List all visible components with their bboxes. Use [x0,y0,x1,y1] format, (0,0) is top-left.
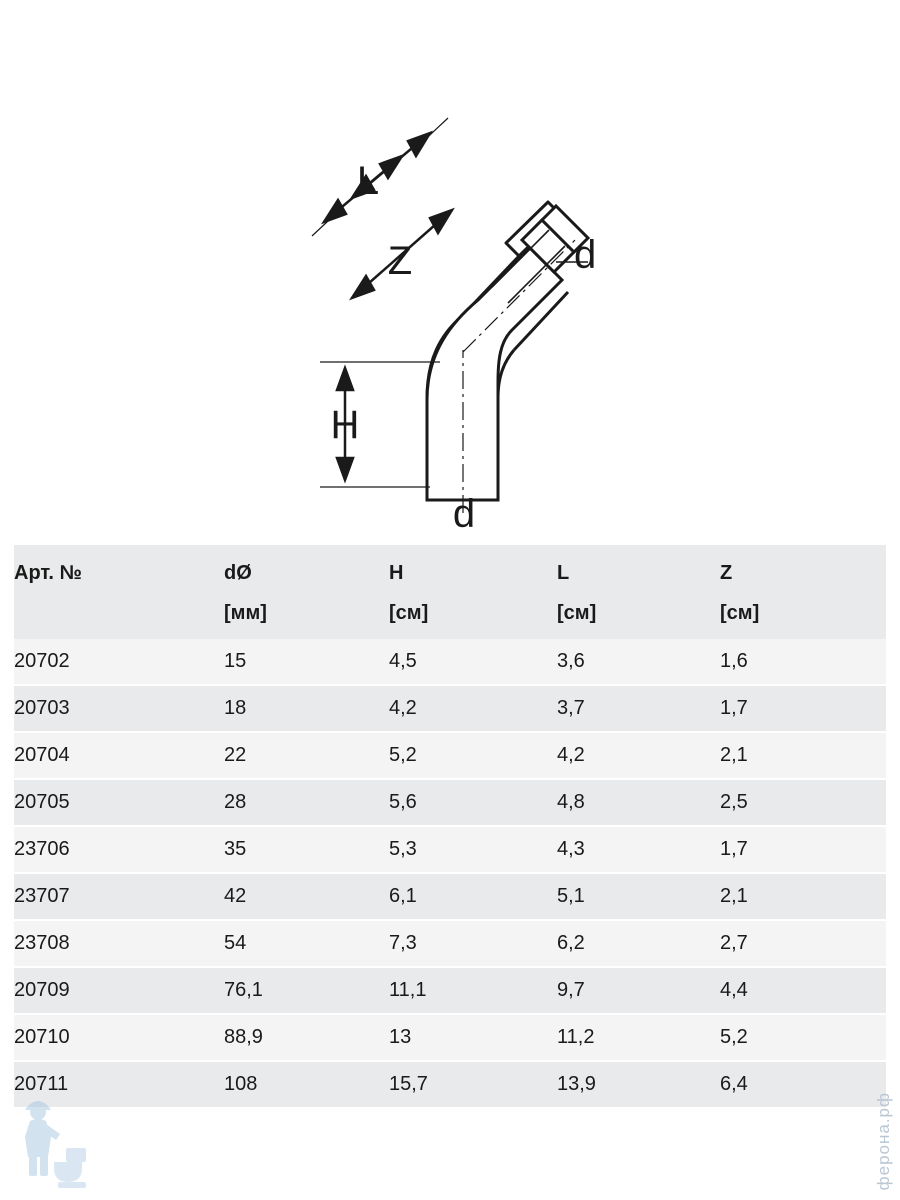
cell-height: 6,1 [389,873,557,920]
table-row [14,920,886,967]
technical-drawing [0,0,900,545]
cell-length: 3,7 [557,685,720,732]
label-d-bottom: d [452,492,476,536]
cell-height: 5,2 [389,732,557,779]
cell-z: 2,7 [720,920,886,967]
table-row [14,873,886,920]
cell-z: 2,5 [720,779,886,826]
cell-length: 4,3 [557,826,720,873]
cell-diameter: 54 [224,920,389,967]
cell-length: 4,2 [557,732,720,779]
header-z: Z [720,545,886,593]
header-diameter-unit: [мм] [224,593,389,639]
cell-length: 5,1 [557,873,720,920]
cell-height: 15,7 [389,1061,557,1108]
table-row [14,1014,886,1061]
cell-z: 2,1 [720,732,886,779]
cell-diameter: 22 [224,732,389,779]
header-height: H [389,545,557,593]
cell-diameter: 28 [224,779,389,826]
cell-z: 2,1 [720,873,886,920]
table-header-row-units-names [14,545,886,593]
cell-article: 20711 [14,1061,224,1108]
cell-article: 23708 [14,920,224,967]
cell-article: 23706 [14,826,224,873]
table-row [14,967,886,1014]
cell-height: 13 [389,1014,557,1061]
cell-length: 4,8 [557,779,720,826]
table-row [14,639,886,685]
table-row [14,685,886,732]
header-article-unit [14,593,224,639]
spec-table [14,545,886,1109]
cell-diameter: 18 [224,685,389,732]
label-h: H [330,403,360,447]
cell-height: 4,2 [389,685,557,732]
cell-article: 20709 [14,967,224,1014]
cell-height: 7,3 [389,920,557,967]
cell-length: 6,2 [557,920,720,967]
cell-z: 1,6 [720,639,886,685]
cell-length: 11,2 [557,1014,720,1061]
cell-article: 20703 [14,685,224,732]
fitting-body [427,206,588,500]
table-row [14,826,886,873]
cell-diameter: 42 [224,873,389,920]
cell-z: 1,7 [720,826,886,873]
cell-diameter: 108 [224,1061,389,1108]
table-row [14,779,886,826]
cell-z: 1,7 [720,685,886,732]
cell-article: 20702 [14,639,224,685]
header-article: Арт. № [14,545,224,593]
cell-article: 20710 [14,1014,224,1061]
cell-z: 4,4 [720,967,886,1014]
cell-length: 13,9 [557,1061,720,1108]
header-z-unit: [см] [720,593,886,639]
cell-article: 23707 [14,873,224,920]
spec-table-container [14,545,886,1109]
cell-diameter: 76,1 [224,967,389,1014]
plumber-watermark-icon [8,1090,94,1194]
cell-z: 6,4 [720,1061,886,1108]
cell-article: 20705 [14,779,224,826]
label-l: L [356,159,380,203]
cell-length: 9,7 [557,967,720,1014]
elbow-fitting-diagram [0,0,900,545]
header-diameter: dØ [224,545,389,593]
cell-height: 4,5 [389,639,557,685]
header-length: L [557,545,720,593]
label-d-top: d [574,233,597,277]
dimension-l [312,118,448,236]
table-row [14,1061,886,1108]
cell-diameter: 35 [224,826,389,873]
header-length-unit: [см] [557,593,720,639]
cell-height: 11,1 [389,967,557,1014]
cell-z: 5,2 [720,1014,886,1061]
cell-height: 5,3 [389,826,557,873]
cell-height: 5,6 [389,779,557,826]
cell-diameter: 15 [224,639,389,685]
table-row [14,732,886,779]
header-height-unit: [см] [389,593,557,639]
cell-diameter: 88,9 [224,1014,389,1061]
site-watermark: ферона.рф [874,1091,893,1190]
label-z: Z [387,239,413,283]
cell-length: 3,6 [557,639,720,685]
table-header-row-units [14,593,886,639]
cell-article: 20704 [14,732,224,779]
